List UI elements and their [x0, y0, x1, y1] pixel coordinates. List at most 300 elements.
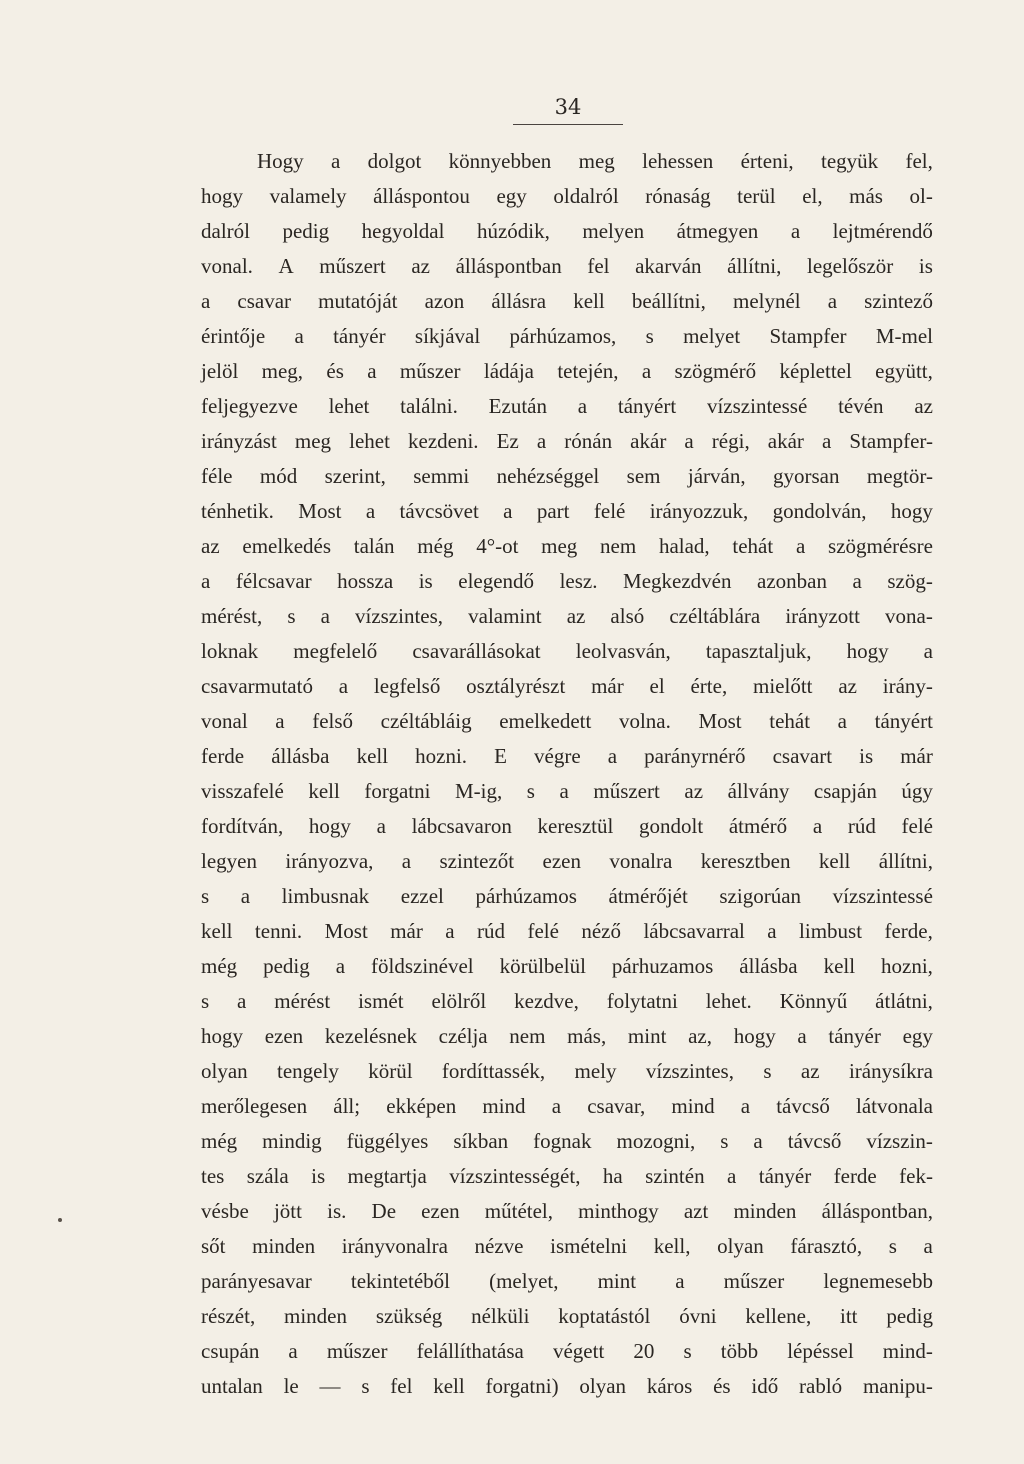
- word: a: [812, 814, 823, 838]
- word: megtör-: [866, 464, 933, 488]
- word: ol-: [909, 184, 933, 208]
- word: mozogni,: [616, 1129, 696, 1153]
- text-line: [201, 144, 933, 179]
- word: irányozva,: [285, 849, 374, 873]
- word: csavart: [772, 744, 833, 768]
- word: pedig: [282, 219, 330, 243]
- word: a: [923, 1234, 933, 1258]
- word: is: [311, 1164, 326, 1188]
- word: akarván: [635, 254, 702, 278]
- text-line: [201, 739, 933, 774]
- word: szükség: [375, 1304, 443, 1328]
- word: tévén: [838, 394, 884, 418]
- word: hogy: [733, 1024, 776, 1048]
- word: osztályrészt: [466, 674, 566, 698]
- word: járván,: [687, 464, 746, 488]
- word: mód: [259, 464, 298, 488]
- text-line: [201, 949, 933, 984]
- word: kell: [356, 744, 389, 768]
- word: a: [837, 709, 847, 733]
- word: felé: [527, 919, 559, 943]
- text-line: [201, 1369, 933, 1404]
- word: s: [361, 1374, 370, 1398]
- word: hogy: [201, 184, 243, 208]
- word: csavar,: [587, 1094, 646, 1118]
- word: a: [740, 1094, 751, 1118]
- word: irányzott: [785, 604, 860, 628]
- word: szigorúan: [719, 884, 802, 908]
- word: a: [795, 534, 806, 558]
- word: itt: [840, 1304, 858, 1328]
- word: s: [201, 884, 210, 908]
- word: vésbe: [201, 1199, 249, 1223]
- word: folytatni: [606, 989, 678, 1013]
- word: állásra: [491, 289, 547, 313]
- word: a: [365, 499, 376, 523]
- word: tetején,: [557, 359, 619, 383]
- word: a: [338, 674, 349, 698]
- word: fordíttassék,: [441, 1059, 546, 1083]
- word: csavarmutató: [201, 674, 313, 698]
- word: a: [797, 1024, 807, 1048]
- word: le: [283, 1374, 299, 1398]
- word: távcsövet: [399, 499, 479, 523]
- word: De: [371, 1199, 397, 1223]
- word: ha: [602, 1164, 623, 1188]
- text-line: [201, 844, 933, 879]
- word: kellene,: [745, 1304, 812, 1328]
- page-number: 34: [554, 95, 582, 119]
- word: rónaság: [645, 184, 711, 208]
- word: kell: [573, 289, 605, 313]
- word: a: [684, 429, 694, 453]
- text-line: [201, 1334, 933, 1369]
- page-number-rule: [513, 124, 623, 125]
- word: nehézséggel: [496, 464, 600, 488]
- word: hozni,: [881, 954, 933, 978]
- word: kell: [201, 919, 233, 943]
- word: kell: [823, 954, 856, 978]
- word: ezen: [542, 849, 581, 873]
- word: úgy: [901, 779, 933, 803]
- word: csavarállásokat: [412, 639, 541, 663]
- word: tapasztaljuk,: [705, 639, 812, 663]
- word: csavar: [237, 289, 292, 313]
- word: a: [559, 779, 569, 803]
- word: limbust: [799, 919, 863, 943]
- word: legfelső: [373, 674, 441, 698]
- word: átmegyen: [676, 219, 759, 243]
- word: szintén: [645, 1164, 705, 1188]
- text-line: [201, 879, 933, 914]
- word: untalan: [201, 1374, 263, 1398]
- word: Hogy: [257, 149, 304, 173]
- word: szintező: [864, 289, 933, 313]
- word: a: [607, 744, 618, 768]
- word: a: [551, 1094, 562, 1118]
- word: loknak: [201, 639, 259, 663]
- word: —: [319, 1374, 341, 1398]
- word: vízszintessé: [832, 884, 933, 908]
- word: állítni,: [727, 254, 782, 278]
- word: forgatni): [485, 1374, 559, 1398]
- word: ezzel: [400, 884, 444, 908]
- word: párhuzamos: [611, 954, 714, 978]
- word: a: [641, 359, 652, 383]
- word: legelőször: [806, 254, 894, 278]
- word: Most: [324, 919, 368, 943]
- word: fordítván,: [201, 814, 284, 838]
- word: a: [445, 919, 455, 943]
- word: czéltáblára: [669, 604, 761, 628]
- word: azt: [683, 1199, 709, 1223]
- word: keresztül: [537, 814, 614, 838]
- word: Stampfer-: [849, 429, 933, 453]
- word: melynél: [732, 289, 801, 313]
- word: az: [411, 254, 430, 278]
- word: állásba: [271, 744, 330, 768]
- word: káros: [646, 1374, 693, 1398]
- word: mint: [597, 1269, 637, 1293]
- word: az: [684, 779, 704, 803]
- word: dolgot: [367, 149, 422, 173]
- word: képlettel: [779, 359, 852, 383]
- word: körül: [368, 1059, 413, 1083]
- word: forgatni: [364, 779, 431, 803]
- text-line: [201, 459, 933, 494]
- word: rúd: [847, 814, 876, 838]
- word: lejtmérendő: [832, 219, 933, 243]
- word: szála: [246, 1164, 289, 1188]
- body-text: [201, 144, 933, 1404]
- word: mérést: [274, 989, 331, 1013]
- word: egy: [496, 184, 527, 208]
- text-line: [201, 1019, 933, 1054]
- word: rónán: [564, 429, 613, 453]
- word: szerint,: [324, 464, 386, 488]
- word: megfelelő: [293, 639, 378, 663]
- word: E: [494, 744, 507, 768]
- word: már: [900, 744, 933, 768]
- word: félcsavar: [235, 569, 312, 593]
- word: minden: [252, 1234, 316, 1258]
- word: meg: [578, 149, 615, 173]
- word: tengely: [277, 1059, 339, 1083]
- word: tegyük: [821, 149, 879, 173]
- text-line: [201, 1124, 933, 1159]
- word: mutatóját: [318, 289, 398, 313]
- word: fel: [390, 1374, 413, 1398]
- text-line: [201, 914, 933, 949]
- word: meg: [294, 429, 332, 453]
- word: beállítni,: [631, 289, 706, 313]
- word: legyen: [201, 849, 257, 873]
- text-line: [201, 669, 933, 704]
- text-line: [201, 1194, 933, 1229]
- word: együtt,: [875, 359, 933, 383]
- word: kezdeni.: [408, 429, 479, 453]
- word: érintője: [201, 324, 266, 348]
- word: megtartja: [347, 1164, 427, 1188]
- word: a: [237, 989, 247, 1013]
- word: a: [288, 1339, 298, 1363]
- word: kell: [433, 1374, 465, 1398]
- word: féle: [201, 464, 233, 488]
- word: olyan: [717, 1234, 764, 1258]
- word: az,: [688, 1024, 713, 1048]
- word: tehát: [769, 709, 811, 733]
- word: semmi: [413, 464, 470, 488]
- word: műszer: [723, 1269, 785, 1293]
- word: a: [767, 919, 777, 943]
- word: Megkezdvén: [623, 569, 732, 593]
- word: A: [278, 254, 294, 278]
- word: nem: [600, 534, 637, 558]
- word: a: [577, 394, 588, 418]
- word: és: [326, 359, 344, 383]
- word: ezen: [264, 1024, 304, 1048]
- word: s: [888, 1234, 897, 1258]
- word: hogy: [201, 1024, 243, 1048]
- word: sőt: [201, 1234, 226, 1258]
- word: ládája: [483, 359, 534, 383]
- word: körülbelül: [499, 954, 586, 978]
- word: tehát: [732, 534, 774, 558]
- word: irányozzuk,: [649, 499, 749, 523]
- word: vonal: [201, 709, 248, 733]
- word: a: [201, 569, 211, 593]
- text-line: [201, 599, 933, 634]
- word: czélja: [438, 1024, 488, 1048]
- word: akár: [767, 429, 804, 453]
- word: dalról: [201, 219, 250, 243]
- word: műtétel,: [484, 1199, 554, 1223]
- word: a: [240, 884, 251, 908]
- word: átlátni,: [875, 989, 933, 1013]
- word: talán: [353, 534, 395, 558]
- word: is: [859, 744, 874, 768]
- word: érte,: [690, 674, 728, 698]
- word: M-ig,: [455, 779, 503, 803]
- word: fognak: [533, 1129, 592, 1153]
- word: koptatástól: [558, 1304, 651, 1328]
- text-line: [201, 984, 933, 1019]
- text-line: [201, 424, 933, 459]
- word: is.: [327, 1199, 347, 1223]
- paper-speck: [58, 1218, 62, 1222]
- word: felső: [312, 709, 354, 733]
- text-line: [201, 354, 933, 389]
- word: kezelésnek: [324, 1024, 417, 1048]
- word: a: [335, 954, 346, 978]
- word: rúd: [477, 919, 506, 943]
- word: az: [201, 534, 220, 558]
- word: áll;: [333, 1094, 361, 1118]
- word: irány-: [882, 674, 933, 698]
- word: tes: [201, 1164, 225, 1188]
- word: hozni.: [415, 744, 468, 768]
- text-line: [201, 249, 933, 284]
- word: feljegyezve: [201, 394, 298, 418]
- word: sem: [626, 464, 661, 488]
- word: a: [923, 639, 933, 663]
- word: vízszintes,: [354, 604, 444, 628]
- word: tányér: [828, 1024, 881, 1048]
- word: az: [914, 394, 933, 418]
- word: a: [827, 289, 838, 313]
- word: a: [201, 289, 211, 313]
- word: gyorsan: [772, 464, 840, 488]
- word: kezdve,: [514, 989, 579, 1013]
- word: álláspontou: [373, 184, 470, 208]
- word: rabló: [799, 1374, 843, 1398]
- word: egy: [902, 1024, 933, 1048]
- word: lábcsavarral: [643, 919, 745, 943]
- word: legnemesebb: [823, 1269, 933, 1293]
- word: leolvasván,: [575, 639, 671, 663]
- word: állásba: [739, 954, 798, 978]
- word: látvonala: [856, 1094, 933, 1118]
- word: kell,: [653, 1234, 691, 1258]
- word: melyen: [582, 219, 645, 243]
- word: műszer: [399, 359, 461, 383]
- text-line: [201, 529, 933, 564]
- word: alsó: [610, 604, 645, 628]
- word: szögmérésre: [828, 534, 933, 558]
- word: könnyebben: [448, 149, 552, 173]
- word: felállíthatása: [416, 1339, 524, 1363]
- word: átmérő: [728, 814, 788, 838]
- word: parányesavar: [201, 1269, 312, 1293]
- text-line: [201, 179, 933, 214]
- word: ismételni: [550, 1234, 628, 1258]
- word: csupán: [201, 1339, 260, 1363]
- word: a: [275, 709, 285, 733]
- word: mindig: [262, 1129, 322, 1153]
- word: nézve: [474, 1234, 524, 1258]
- word: s: [763, 1059, 772, 1083]
- word: s: [526, 779, 535, 803]
- word: olyan: [201, 1059, 248, 1083]
- text-line: [201, 1264, 933, 1299]
- word: mielőtt: [753, 674, 813, 698]
- word: felé: [901, 814, 933, 838]
- word: felé: [593, 499, 626, 523]
- word: még: [201, 954, 238, 978]
- word: tenni.: [254, 919, 303, 943]
- word: állvány: [727, 779, 790, 803]
- word: párhúzamos: [475, 884, 577, 908]
- word: el,: [802, 184, 823, 208]
- text-line: [201, 1159, 933, 1194]
- word: a: [536, 429, 547, 453]
- word: keresztben: [700, 849, 791, 873]
- word: a: [331, 149, 341, 173]
- text-line: [201, 634, 933, 669]
- word: vízszintessé: [706, 394, 808, 418]
- word: s: [201, 989, 210, 1013]
- word: nélküli: [471, 1304, 530, 1328]
- text-line: [201, 564, 933, 599]
- word: pedig: [886, 1304, 933, 1328]
- word: limbusnak: [281, 884, 370, 908]
- word: hogy: [890, 499, 933, 523]
- word: tányért: [874, 709, 933, 733]
- word: olyan: [579, 1374, 627, 1398]
- word: visszafelé: [201, 779, 284, 803]
- word: lépéssel: [787, 1339, 854, 1363]
- word: földszinével: [371, 954, 474, 978]
- word: vízszin-: [866, 1129, 933, 1153]
- word: más: [849, 184, 883, 208]
- text-line: [201, 284, 933, 319]
- word: szögmérő: [674, 359, 757, 383]
- word: ismét: [358, 989, 404, 1013]
- word: valamely: [269, 184, 347, 208]
- word: oldalról: [553, 184, 619, 208]
- word: hegyoldal: [361, 219, 445, 243]
- word: a: [727, 1164, 737, 1188]
- word: még: [417, 534, 454, 558]
- word: ténhetik.: [201, 499, 274, 523]
- word: melyet: [683, 324, 741, 348]
- word: hossza: [337, 569, 394, 593]
- word: lesz.: [559, 569, 598, 593]
- word: műszert: [593, 779, 660, 803]
- word: Most: [298, 499, 342, 523]
- word: jött: [273, 1199, 302, 1223]
- word: az: [800, 1059, 820, 1083]
- word: Most: [698, 709, 742, 733]
- word: ferde: [833, 1164, 877, 1188]
- word: Ez: [496, 429, 519, 453]
- word: átmérőjét: [608, 884, 688, 908]
- word: ferde: [201, 744, 245, 768]
- word: 4°-ot: [476, 534, 519, 558]
- word: ezen: [421, 1199, 460, 1223]
- word: 20: [633, 1339, 655, 1363]
- word: síkban: [453, 1129, 509, 1153]
- word: a: [503, 499, 513, 523]
- text-line: [201, 319, 933, 354]
- word: emelkedett: [499, 709, 592, 733]
- word: mérést,: [201, 604, 263, 628]
- word: fek-: [899, 1164, 933, 1188]
- word: merőlegesen: [201, 1094, 308, 1118]
- word: részét,: [201, 1304, 256, 1328]
- text-line: [201, 774, 933, 809]
- text-line: [201, 809, 933, 844]
- word: kell: [308, 779, 340, 803]
- word: mely: [574, 1059, 617, 1083]
- word: a: [320, 604, 330, 628]
- word: el: [649, 674, 665, 698]
- word: még: [201, 1129, 238, 1153]
- word: czéltábláig: [380, 709, 472, 733]
- word: lehet: [349, 429, 390, 453]
- word: a: [753, 1129, 763, 1153]
- word: fel,: [905, 149, 933, 173]
- word: nem: [509, 1024, 546, 1048]
- word: s: [720, 1129, 729, 1153]
- word: a: [675, 1269, 685, 1293]
- word: elegendő: [458, 569, 535, 593]
- word: régi,: [711, 429, 750, 453]
- word: végre: [534, 744, 581, 768]
- text-line: [201, 1299, 933, 1334]
- word: Könnyű: [779, 989, 848, 1013]
- word: vonalra: [609, 849, 673, 873]
